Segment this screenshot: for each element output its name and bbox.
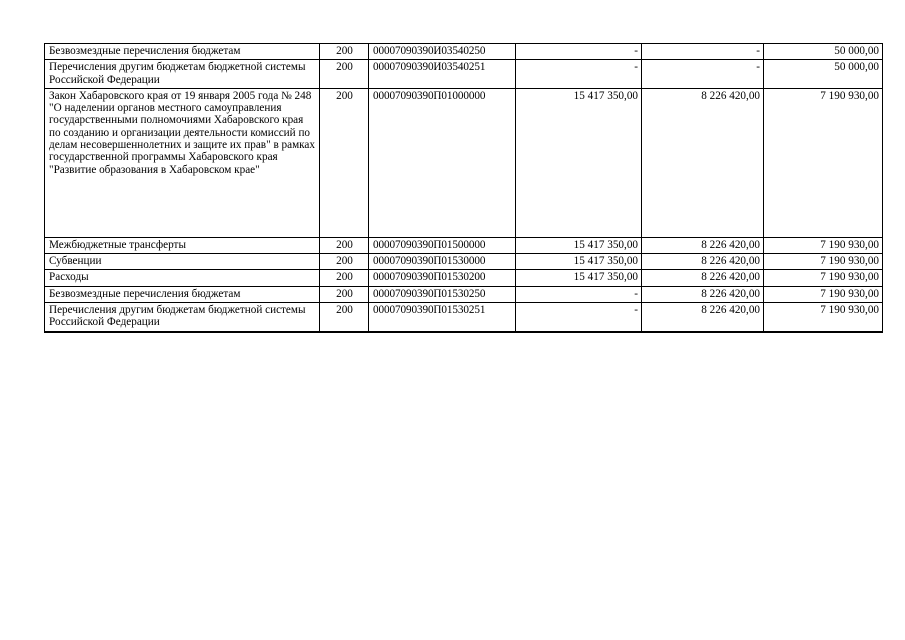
- row-classification-code-cell: 00007090390П01530000: [369, 254, 516, 270]
- row-classification-code-cell: 00007090390П01500000: [369, 237, 516, 253]
- row-code-cell: 200: [320, 254, 369, 270]
- row-amount-approved-cell: 15 417 350,00: [516, 254, 642, 270]
- row-code-cell: 200: [320, 88, 369, 237]
- row-amount-executed-cell: 8 226 420,00: [642, 286, 764, 302]
- row-amount-remaining-cell: 7 190 930,00: [764, 254, 883, 270]
- table-row: [45, 237, 883, 253]
- table-row: [45, 286, 883, 302]
- row-amount-remaining-cell: 7 190 930,00: [764, 88, 883, 237]
- row-name-cell: Безвозмездные перечисления бюджетам: [45, 44, 320, 60]
- row-classification-code-cell: 00007090390П01530250: [369, 286, 516, 302]
- budget-execution-table: [44, 43, 883, 333]
- row-amount-remaining-cell: 7 190 930,00: [764, 237, 883, 253]
- row-code-cell: 200: [320, 270, 369, 286]
- row-amount-remaining-cell: 7 190 930,00: [764, 270, 883, 286]
- row-amount-executed-cell: 8 226 420,00: [642, 88, 764, 237]
- table-row: [45, 60, 883, 89]
- row-code-cell: 200: [320, 286, 369, 302]
- document-page: [44, 43, 883, 333]
- row-classification-code-cell: 00007090390П01530251: [369, 303, 516, 332]
- row-amount-approved-cell: 15 417 350,00: [516, 237, 642, 253]
- row-amount-executed-cell: 8 226 420,00: [642, 303, 764, 332]
- row-code-cell: 200: [320, 44, 369, 60]
- row-classification-code-cell: 00007090390И03540250: [369, 44, 516, 60]
- row-amount-remaining-cell: 7 190 930,00: [764, 303, 883, 332]
- row-classification-code-cell: 00007090390И03540251: [369, 60, 516, 89]
- row-code-cell: 200: [320, 60, 369, 89]
- row-name-cell: Закон Хабаровского края от 19 января 2005 года № 248 "О наделении органов местного самоуправления государственными полномочиями Хабаровского края по созданию и организации деятельности комиссий по делам несовершеннолетних и защите их прав" в рамках государственной программы Хабаровского края "Развитие образования в Хабаровском крае": [45, 88, 320, 237]
- row-amount-remaining-cell: 50 000,00: [764, 60, 883, 89]
- row-code-cell: 200: [320, 303, 369, 332]
- row-amount-executed-cell: 8 226 420,00: [642, 270, 764, 286]
- row-classification-code-cell: 00007090390П01530200: [369, 270, 516, 286]
- row-code-cell: 200: [320, 237, 369, 253]
- row-name-cell: Перечисления другим бюджетам бюджетной системы Российской Федерации: [45, 303, 320, 332]
- row-name-cell: Перечисления другим бюджетам бюджетной системы Российской Федерации: [45, 60, 320, 89]
- row-name-cell: Субвенции: [45, 254, 320, 270]
- table-row: [45, 88, 883, 237]
- row-name-cell: Расходы: [45, 270, 320, 286]
- row-amount-executed-cell: -: [642, 44, 764, 60]
- row-amount-executed-cell: 8 226 420,00: [642, 237, 764, 253]
- row-name-cell: Безвозмездные перечисления бюджетам: [45, 286, 320, 302]
- row-amount-approved-cell: -: [516, 60, 642, 89]
- row-amount-approved-cell: 15 417 350,00: [516, 88, 642, 237]
- table-row: [45, 254, 883, 270]
- row-amount-approved-cell: -: [516, 44, 642, 60]
- row-amount-approved-cell: 15 417 350,00: [516, 270, 642, 286]
- table-row: [45, 270, 883, 286]
- row-amount-remaining-cell: 50 000,00: [764, 44, 883, 60]
- row-amount-executed-cell: -: [642, 60, 764, 89]
- table-row: [45, 303, 883, 332]
- table-row: [45, 44, 883, 60]
- row-amount-executed-cell: 8 226 420,00: [642, 254, 764, 270]
- row-amount-remaining-cell: 7 190 930,00: [764, 286, 883, 302]
- row-amount-approved-cell: -: [516, 303, 642, 332]
- row-name-cell: Межбюджетные трансферты: [45, 237, 320, 253]
- row-classification-code-cell: 00007090390П01000000: [369, 88, 516, 237]
- row-amount-approved-cell: -: [516, 286, 642, 302]
